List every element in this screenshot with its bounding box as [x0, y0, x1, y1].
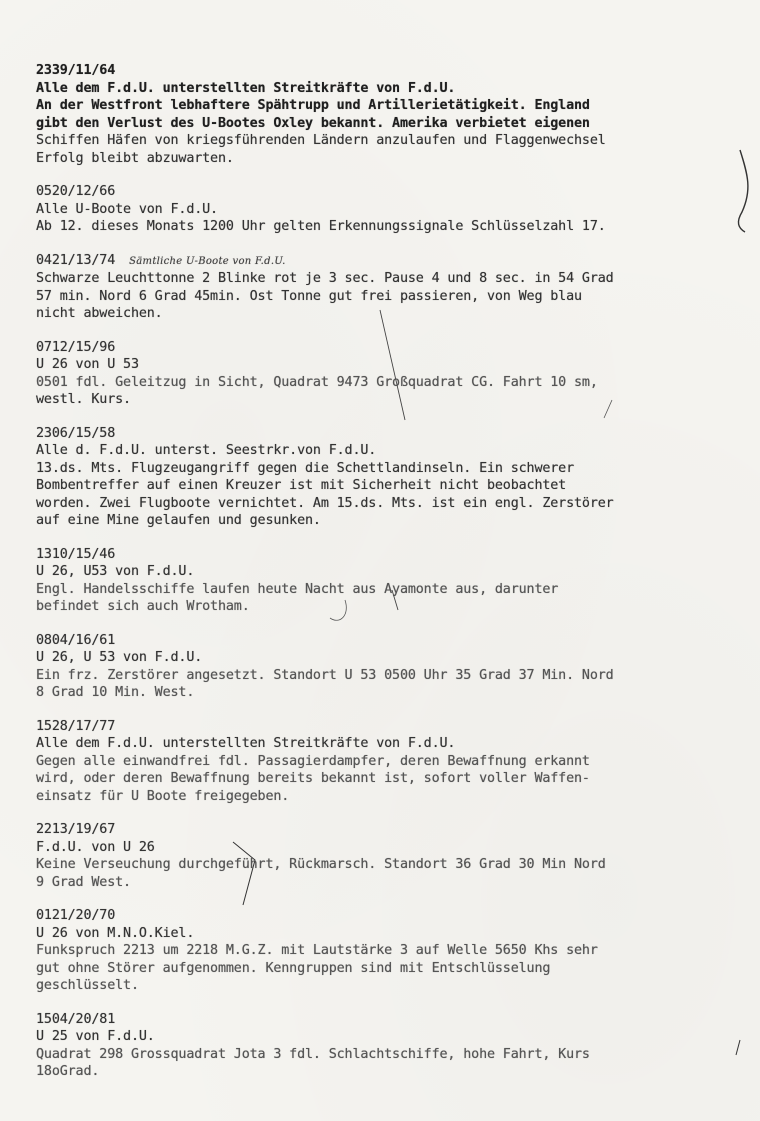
message-2339	[36, 62, 750, 167]
message-1528	[36, 718, 750, 806]
message-header: 0712/15/96	[36, 339, 116, 355]
message-2306	[36, 425, 750, 530]
message-text-line: nicht abweichen.	[36, 306, 163, 321]
message-text-line: geschlüsselt.	[36, 978, 139, 993]
message-header: 2213/19/67	[36, 822, 116, 837]
message-text-line: Ab 12. dieses Monats 1200 Uhr gelten Erkennungssignale Schlüsselzahl 17.	[36, 219, 606, 234]
message-log	[36, 62, 750, 1097]
message-address: U 26, U53 von F.d.U.	[36, 564, 195, 579]
message-text-line: 9 Grad West.	[36, 874, 131, 890]
message-0421	[36, 252, 750, 323]
message-text-line: befindet sich auch Wrotham.	[36, 599, 250, 614]
message-text-line: Schwarze Leuchttonne 2 Blinke rot je 3 sec. Pause 4 und 8 sec. in 54 Grad	[36, 271, 614, 286]
message-address: Alle U-Boote von F.d.U.	[36, 201, 218, 217]
message-2213	[36, 821, 750, 891]
message-text-line: Engl. Handelsschiffe laufen heute Nacht aus Ayamonte aus, darunter	[36, 581, 559, 597]
message-text-line: Erfolg bleibt abzuwarten.	[36, 150, 234, 166]
message-text-line: wird, oder deren Bewaffnung bereits bekannt ist, sofort voller Waffen-	[36, 771, 590, 786]
message-address: U 26, U 53 von F.d.U.	[36, 650, 203, 665]
message-header: 2306/15/58	[36, 425, 116, 441]
message-text-line: 8 Grad 10 Min. West.	[36, 685, 195, 700]
message-text-line: Ein frz. Zerstörer angesetzt. Standort U 53 0500 Uhr 35 Grad 37 Min. Nord	[36, 667, 614, 683]
message-header: 0421/13/74	[36, 252, 116, 268]
message-0712	[36, 339, 750, 409]
message-address: Alle dem F.d.U. unterstellten Streitkräfte von F.d.U.	[36, 80, 456, 96]
message-text-line: Bombentreffer auf einen Kreuzer ist mit Sicherheit nicht beobachtet	[36, 478, 567, 493]
message-address: U 26 von M.N.O.Kiel.	[36, 925, 195, 941]
message-text-line: gut ohne Störer aufgenommen. Kenngruppen sind mit Entschlüsselung	[36, 960, 551, 976]
message-header: 1504/20/81	[36, 1011, 116, 1027]
message-text-line: 57 min. Nord 6 Grad 45min. Ost Tonne gut frei passieren, von Weg blau	[36, 288, 582, 304]
message-address: U 25 von F.d.U.	[36, 1029, 155, 1044]
message-text-line: Schiffen Häfen von kriegsführenden Ländern anzulaufen und Flaggenwechsel	[36, 133, 606, 148]
handwritten-note: Sämtliche U-Boote von F.d.U.	[129, 255, 286, 267]
message-1504	[36, 1011, 750, 1081]
message-text-line: 0501 fdl. Geleitzug in Sicht, Quadrat 9473 Großquadrat CG. Fahrt 10 sm,	[36, 374, 598, 390]
message-text-line: worden. Zwei Flugboote vernichtet. Am 15.ds. Mts. ist ein engl. Zerstörer	[36, 495, 614, 511]
message-text-line: 13.ds. Mts. Flugzeugangriff gegen die Schettlandinseln. Ein schwerer	[36, 460, 575, 476]
message-text-line: gibt den Verlust des U-Bootes Oxley bekannt. Amerika verbietet eigenen	[36, 115, 590, 131]
message-text-line: auf eine Mine gelaufen und gesunken.	[36, 513, 321, 528]
message-text-line: westl. Kurs.	[36, 392, 131, 407]
message-0804	[36, 632, 750, 702]
message-text-line: Gegen alle einwandfrei fdl. Passagierdampfer, deren Bewaffnung erkannt	[36, 753, 590, 769]
message-0121	[36, 907, 750, 995]
message-header: 2339/11/64	[36, 63, 116, 78]
message-header: 1310/15/46	[36, 546, 116, 562]
message-address: Alle dem F.d.U. unterstellten Streitkräfte von F.d.U.	[36, 736, 456, 751]
message-0520	[36, 183, 750, 236]
message-header: 0121/20/70	[36, 908, 116, 923]
message-header-row	[36, 252, 750, 271]
message-text-line: Keine Verseuchung durchgeführt, Rückmarsch. Standort 36 Grad 30 Min Nord	[36, 857, 606, 872]
message-1310	[36, 546, 750, 616]
message-address: F.d.U. von U 26	[36, 839, 155, 855]
message-address: Alle d. F.d.U. unterst. Seestrkr.von F.d.U.	[36, 443, 377, 458]
message-header: 1528/17/77	[36, 718, 116, 734]
message-address: U 26 von U 53	[36, 357, 139, 372]
message-text-line: einsatz für U Boote freigegeben.	[36, 788, 290, 804]
message-text-line: Quadrat 298 Grossquadrat Jota 3 fdl. Schlachtschiffe, hohe Fahrt, Kurs	[36, 1046, 590, 1062]
message-text-line: Funkspruch 2213 um 2218 M.G.Z. mit Lautstärke 3 auf Welle 5650 Khs sehr	[36, 943, 598, 958]
message-text-line: An der Westfront lebhaftere Spähtrupp und Artillerietätigkeit. England	[36, 98, 590, 113]
message-header: 0804/16/61	[36, 632, 116, 648]
message-header: 0520/12/66	[36, 184, 116, 199]
message-text-line: 18oGrad.	[36, 1064, 100, 1079]
